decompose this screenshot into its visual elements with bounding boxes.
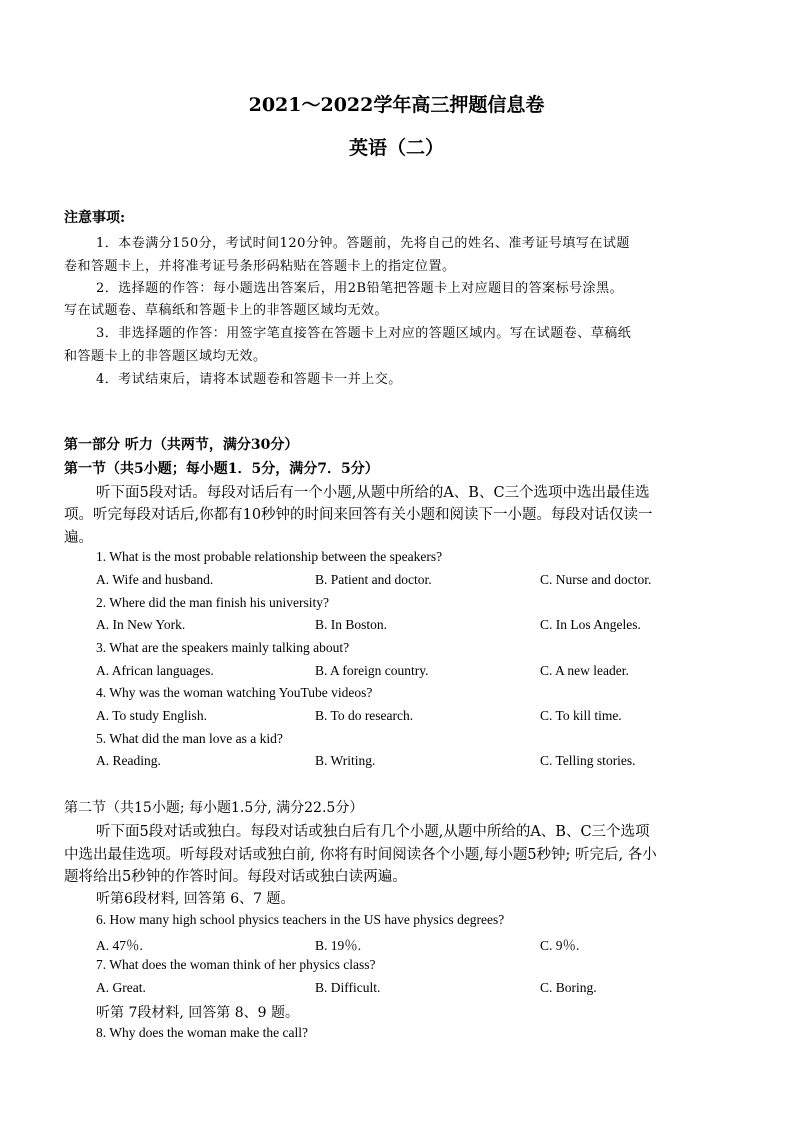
- question-5: 5. What did the man love as a kid?: [96, 731, 283, 746]
- section1-instructions: 项。听完每段对话后,你都有10秒钟的时间来回答有关小题和阅读下一小题。每段对话仅读一: [64, 507, 653, 523]
- question-2: 2. Where did the man finish his university?: [96, 595, 329, 610]
- notice-line: 卷和答题卡上，并将准考证号条形码粘贴在答题卡上的指定位置。: [64, 259, 456, 274]
- question-1: 1. What is the most probable relationship between the speakers?: [96, 549, 443, 564]
- q3-option-c: C. A new leader.: [540, 663, 629, 678]
- q1-option-b: B. Patient and doctor.: [315, 572, 432, 587]
- exam-title: 2021～2022学年高三押题信息卷: [248, 94, 545, 116]
- notice-line: 写在试题卷、草稿纸和答题卡上的非答题区域均无效。: [64, 303, 389, 318]
- notice-line: 和答题卡上的非答题区域均无效。: [64, 349, 267, 364]
- q6-option-a: A. 47％.: [96, 938, 143, 953]
- section1-instructions: 听下面5段对话。每段对话后有一个小题,从题中所给的A、B、C三个选项中选出最佳选: [96, 485, 650, 501]
- q7-option-a: A. Great.: [96, 980, 146, 995]
- q3-option-a: A. African languages.: [96, 663, 214, 678]
- section2-heading: 第二节（共15小题; 每小题1.5分, 满分22.5分）: [64, 800, 364, 816]
- section1-heading: 第一节（共5小题；每小题1．5分，满分7．5分）: [64, 461, 379, 477]
- notice-line: 3．非选择题的作答：用签字笔直接答在答题卡上对应的答题区域内。写在试题卷、草稿纸: [96, 326, 632, 341]
- section2-instructions: 题将给出5秒钟的作答时间。每段对话或独白读两遍。: [64, 869, 407, 885]
- material-7-label: 听第 7段材料, 回答第 8、9 题。: [96, 1005, 299, 1021]
- question-4: 4. Why was the woman watching YouTube videos?: [96, 685, 373, 700]
- q2-option-a: A. In New York.: [96, 617, 186, 632]
- notice-heading: 注意事项:: [64, 210, 126, 226]
- notice-line: 2．选择题的作答：每小题选出答案后，用2B铅笔把答题卡上对应题目的答案标号涂黑。: [96, 281, 624, 296]
- q3-option-b: B. A foreign country.: [315, 663, 429, 678]
- q1-option-c: C. Nurse and doctor.: [540, 572, 652, 587]
- exam-subtitle: 英语（二）: [348, 137, 444, 159]
- q4-option-c: C. To kill time.: [540, 708, 622, 723]
- question-8: 8. Why does the woman make the call?: [96, 1025, 308, 1040]
- q7-option-c: C. Boring.: [540, 980, 597, 995]
- q4-option-a: A. To study English.: [96, 708, 207, 723]
- q5-option-a: A. Reading.: [96, 753, 161, 768]
- notice-line: 1．本卷满分150分，考试时间120分钟。答题前，先将自己的姓名、准考证号填写在试题: [96, 236, 630, 251]
- q5-option-c: C. Telling stories.: [540, 753, 636, 768]
- q2-option-c: C. In Los Angeles.: [540, 617, 641, 632]
- section2-instructions: 听下面5段对话或独白。每段对话或独白后有几个小题,从题中所给的A、B、C三个选项: [96, 824, 650, 840]
- q7-option-b: B. Difficult.: [315, 980, 381, 995]
- q4-option-b: B. To do research.: [315, 708, 414, 723]
- q1-option-a: A. Wife and husband.: [96, 572, 214, 587]
- section1-instructions: 遍。: [64, 530, 93, 546]
- question-3: 3. What are the speakers mainly talking about?: [96, 640, 350, 655]
- question-6: 6. How many high school physics teachers in the US have physics degrees?: [96, 912, 505, 927]
- q2-option-b: B. In Boston.: [315, 617, 388, 632]
- notice-line: 4．考试结束后，请将本试题卷和答题卡一并上交。: [96, 372, 402, 387]
- q6-option-b: B. 19％.: [315, 938, 362, 953]
- q5-option-b: B. Writing.: [315, 753, 376, 768]
- q6-option-c: C. 9％.: [540, 938, 580, 953]
- part1-heading: 第一部分 听力（共两节，满分30分）: [64, 437, 299, 453]
- section2-instructions: 中选出最佳选项。听每段对话或独白前, 你将有时间阅读各个小题,每小题5秒钟; 听完后, 各小: [64, 847, 657, 863]
- question-7: 7. What does the woman think of her physics class?: [96, 957, 376, 972]
- material-6-label: 听第6段材料, 回答第 6、7 题。: [96, 891, 295, 907]
